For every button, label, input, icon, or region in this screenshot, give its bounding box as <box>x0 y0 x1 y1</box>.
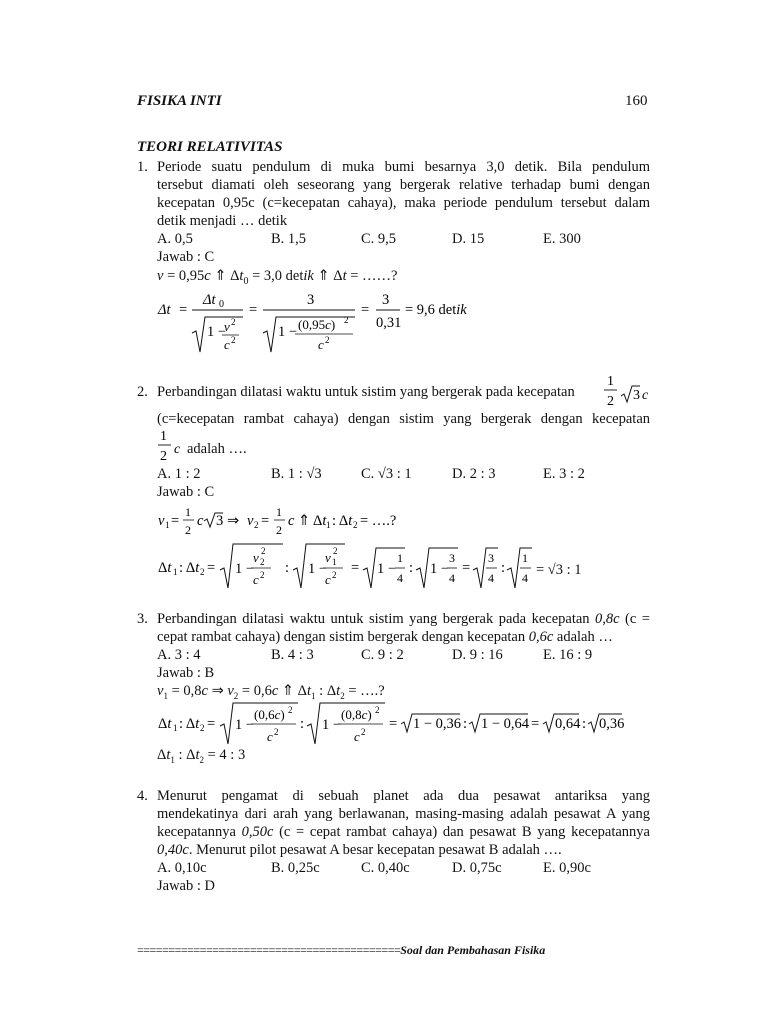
svg-text:v: v <box>247 513 254 529</box>
svg-text:2: 2 <box>254 520 259 530</box>
svg-text:1 −: 1 − <box>430 561 450 577</box>
question-3-answer: Jawab : B <box>157 665 215 681</box>
svg-text:=: = <box>207 560 216 576</box>
question-4-number: 4. <box>137 788 148 804</box>
svg-text:2: 2 <box>332 570 337 580</box>
svg-text:3: 3 <box>307 292 315 308</box>
question-3-number: 3. <box>137 611 148 627</box>
svg-text:1: 1 <box>276 505 282 519</box>
svg-text:1 −: 1 − <box>235 561 255 577</box>
svg-text:=: = <box>261 513 270 529</box>
question-1-text <box>157 158 650 230</box>
question-2-options <box>157 465 657 483</box>
svg-text:1 − 0,64: 1 − 0,64 <box>481 716 530 732</box>
svg-text:c: c <box>318 337 324 352</box>
svg-text:2: 2 <box>200 567 205 577</box>
svg-text:v: v <box>224 319 230 334</box>
option-c: C. 0,40c <box>361 860 410 876</box>
svg-text:2: 2 <box>361 727 366 737</box>
question-1-options <box>157 230 657 248</box>
svg-text:Δt: Δt <box>203 292 216 308</box>
svg-text:2: 2 <box>288 705 293 715</box>
svg-text:3: 3 <box>488 551 494 565</box>
question-4-line: Menurut pengamat di sebuah planet ada dua pesawat antariksa yang <box>157 788 650 804</box>
option-c: C. 9 : 2 <box>361 647 404 663</box>
svg-text:1 −: 1 − <box>278 324 298 340</box>
question-4-line: kecepatannya 0,50c (c = cepat rambat cahaya) dan pesawat B yang kecepatannya <box>157 824 650 840</box>
svg-text:c: c <box>224 337 230 352</box>
svg-text::: : <box>409 560 414 576</box>
svg-text:c: c <box>354 729 360 744</box>
question-4-text <box>157 787 650 859</box>
svg-text:2: 2 <box>276 523 282 537</box>
svg-text:2: 2 <box>200 723 205 733</box>
svg-text::: : <box>582 716 587 732</box>
question-2-fraction-sqrt3c <box>600 372 660 412</box>
svg-text:: Δt: : Δt <box>179 716 200 732</box>
svg-text::: : <box>285 560 290 576</box>
svg-text:v: v <box>325 550 331 565</box>
svg-text:4: 4 <box>449 571 455 585</box>
question-2-line-2: (c=kecepatan rambat cahaya) dengan sistim yang bergerak dengan kecepatan <box>157 411 650 427</box>
svg-text:2: 2 <box>353 520 358 530</box>
svg-text:=: = <box>171 513 180 529</box>
svg-text:1 −: 1 − <box>322 717 342 733</box>
header-title: FISIKA INTI <box>137 93 222 109</box>
svg-text:2: 2 <box>375 705 380 715</box>
svg-text:Δt: Δt <box>158 560 172 576</box>
svg-text:c: c <box>325 572 331 587</box>
question-2-fraction-half-c <box>157 427 187 467</box>
svg-text:=: = <box>351 560 360 576</box>
svg-text:=: = <box>207 716 216 732</box>
svg-text:1: 1 <box>332 557 337 567</box>
question-4-line: mendekatinya dari arah yang berlawanan, masing-masing adalah pesawat A yang <box>157 806 650 822</box>
svg-text::: : <box>501 560 506 576</box>
question-2-formula-result: = √3 : 1 <box>536 562 582 578</box>
svg-text:(0,8c): (0,8c) <box>341 707 372 722</box>
svg-text:1: 1 <box>522 551 528 565</box>
svg-text:= ….?: = ….? <box>360 513 397 529</box>
svg-text:2: 2 <box>344 315 349 325</box>
question-3-line: Perbandingan dilatasi waktu untuk sistim yang bergerak pada kecepatan 0,8c (c = <box>157 611 650 627</box>
svg-text:=: = <box>179 302 188 318</box>
svg-text:3: 3 <box>633 388 640 403</box>
question-2-formula <box>155 540 555 592</box>
option-d: D. 15 <box>452 231 485 247</box>
footer-label: Soal dan Pembahasan Fisika <box>400 943 546 957</box>
option-b: B. 1,5 <box>271 231 307 247</box>
section-title: TEORI RELATIVITAS <box>137 139 283 155</box>
question-1-line: detik menjadi … detik <box>157 213 288 229</box>
option-e: E. 16 : 9 <box>543 647 593 663</box>
option-d: D. 0,75c <box>452 860 502 876</box>
svg-text:: Δt: : Δt <box>332 513 353 529</box>
svg-text:v: v <box>158 513 165 529</box>
option-a: A. 0,5 <box>157 231 193 247</box>
svg-text:3: 3 <box>449 551 455 565</box>
svg-text:3: 3 <box>216 513 224 529</box>
svg-text:(0,95c): (0,95c) <box>298 317 336 332</box>
svg-text:1: 1 <box>397 551 403 565</box>
question-4-options <box>157 859 657 877</box>
question-2-line-1: Perbandingan dilatasi waktu untuk sistim yang bergerak pada kecepatan <box>157 384 575 400</box>
question-3-text <box>157 610 650 646</box>
option-b: B. 1 : √3 <box>271 466 322 482</box>
question-4-line: 0,40c. Menurut pilot pesawat A besar kecepatan pesawat B adalah …. <box>157 842 562 858</box>
svg-text:Δt: Δt <box>158 302 171 318</box>
page-number: 160 <box>625 93 648 109</box>
question-4-answer: Jawab : D <box>157 878 215 894</box>
svg-text:2: 2 <box>260 557 265 567</box>
question-2-line-3: adalah …. <box>187 441 247 457</box>
option-a: A. 0,10c <box>157 860 207 876</box>
option-e: E. 0,90c <box>543 860 591 876</box>
svg-text:c: c <box>267 729 273 744</box>
svg-text:2: 2 <box>231 317 236 327</box>
svg-text:0,64: 0,64 <box>555 716 581 732</box>
svg-text:2: 2 <box>261 546 266 556</box>
option-e: E. 300 <box>543 231 581 247</box>
question-3-solution-3: $\Delta t_1$ : $\Delta t_2 = 4$ : 3 <box>157 747 246 765</box>
svg-text:=: = <box>531 716 540 732</box>
question-2-solution-1 <box>155 504 455 540</box>
svg-text:c: c <box>197 513 204 529</box>
svg-text:1: 1 <box>173 723 178 733</box>
footer-rule: ========================================== <box>137 943 401 957</box>
question-3-solution-1: $v_1 = 0,8c$ ⇒ $v_2 = 0,6c$ ⇑ $\Delta t_1$ : $\Delta t_2$ = ….? <box>157 683 385 701</box>
svg-text:2: 2 <box>274 727 279 737</box>
svg-text:1 −: 1 − <box>235 717 255 733</box>
question-2-answer: Jawab : C <box>157 484 215 500</box>
svg-text:=: = <box>462 560 471 576</box>
svg-text:4: 4 <box>522 571 528 585</box>
svg-text:1: 1 <box>173 567 178 577</box>
question-1-number: 1. <box>137 159 148 175</box>
svg-text:c: c <box>288 513 295 529</box>
question-3-options <box>157 646 657 664</box>
option-b: B. 4 : 3 <box>271 647 314 663</box>
footer <box>137 943 545 958</box>
option-c: C. √3 : 1 <box>361 466 412 482</box>
option-c: C. 9,5 <box>361 231 397 247</box>
question-1-formula <box>155 286 475 358</box>
svg-text:⇒: ⇒ <box>227 513 240 529</box>
svg-text:1: 1 <box>165 520 170 530</box>
svg-text::: : <box>463 716 468 732</box>
question-3-formula <box>155 700 625 750</box>
svg-text:Δt: Δt <box>158 716 172 732</box>
svg-text:1: 1 <box>607 374 614 389</box>
svg-text:1 −: 1 − <box>207 324 227 340</box>
svg-text:0: 0 <box>219 299 224 310</box>
option-d: D. 2 : 3 <box>452 466 496 482</box>
question-2-number: 2. <box>137 384 148 400</box>
option-e: E. 3 : 2 <box>543 466 585 482</box>
option-d: D. 9 : 16 <box>452 647 503 663</box>
svg-text:2: 2 <box>607 394 614 409</box>
question-3-line: cepat rambat cahaya) dengan sistim bergerak dengan kecepatan 0,6c adalah … <box>157 629 613 645</box>
svg-text:2: 2 <box>260 570 265 580</box>
svg-text:2: 2 <box>185 523 191 537</box>
svg-text:2: 2 <box>325 335 330 345</box>
option-b: B. 0,25c <box>271 860 320 876</box>
svg-text:1 −: 1 − <box>377 561 397 577</box>
svg-text:c: c <box>642 388 649 403</box>
svg-text:=: = <box>389 716 398 732</box>
svg-text:2: 2 <box>333 546 338 556</box>
svg-text:=: = <box>249 302 258 318</box>
svg-text:c: c <box>174 442 181 457</box>
svg-text:0,31: 0,31 <box>376 315 402 331</box>
svg-text:1: 1 <box>160 429 167 444</box>
question-1-solution-1: v = 0,95c ⇑ $\Delta t_0 = 3,0$ detik ⇑ Δt = ……? <box>157 268 398 287</box>
svg-text:0,36: 0,36 <box>599 716 625 732</box>
svg-text:1 −: 1 − <box>308 561 328 577</box>
svg-text:1: 1 <box>326 520 331 530</box>
question-1-line: kecepatan 0,95c (c=kecepatan cahaya), maka periode pendulum tersebut dalam <box>157 195 650 211</box>
svg-text:1: 1 <box>185 505 191 519</box>
svg-text:2: 2 <box>160 449 167 464</box>
svg-text:: Δt: : Δt <box>179 560 200 576</box>
svg-text:4: 4 <box>397 571 403 585</box>
svg-text:=: = <box>361 302 370 318</box>
svg-text:2: 2 <box>231 335 236 345</box>
svg-text:(0,6c): (0,6c) <box>254 707 285 722</box>
svg-text:v: v <box>253 550 259 565</box>
option-a: A. 3 : 4 <box>157 647 201 663</box>
svg-text:⇑ Δt: ⇑ Δt <box>298 513 327 529</box>
option-a: A. 1 : 2 <box>157 466 201 482</box>
question-1-line: Periode suatu pendulum di muka bumi besarnya 3,0 detik. Bila pendulum <box>157 159 650 175</box>
svg-text:c: c <box>253 572 259 587</box>
svg-text::: : <box>300 716 305 732</box>
svg-text:= 9,6 detik: = 9,6 detik <box>405 302 467 318</box>
svg-text:4: 4 <box>488 571 494 585</box>
question-1-answer: Jawab : C <box>157 249 215 265</box>
svg-text:1 − 0,36: 1 − 0,36 <box>413 716 462 732</box>
svg-text:3: 3 <box>382 292 390 308</box>
question-1-line: tersebut diamati oleh seseorang yang bergerak relative terhadap bumi dengan <box>157 177 650 193</box>
